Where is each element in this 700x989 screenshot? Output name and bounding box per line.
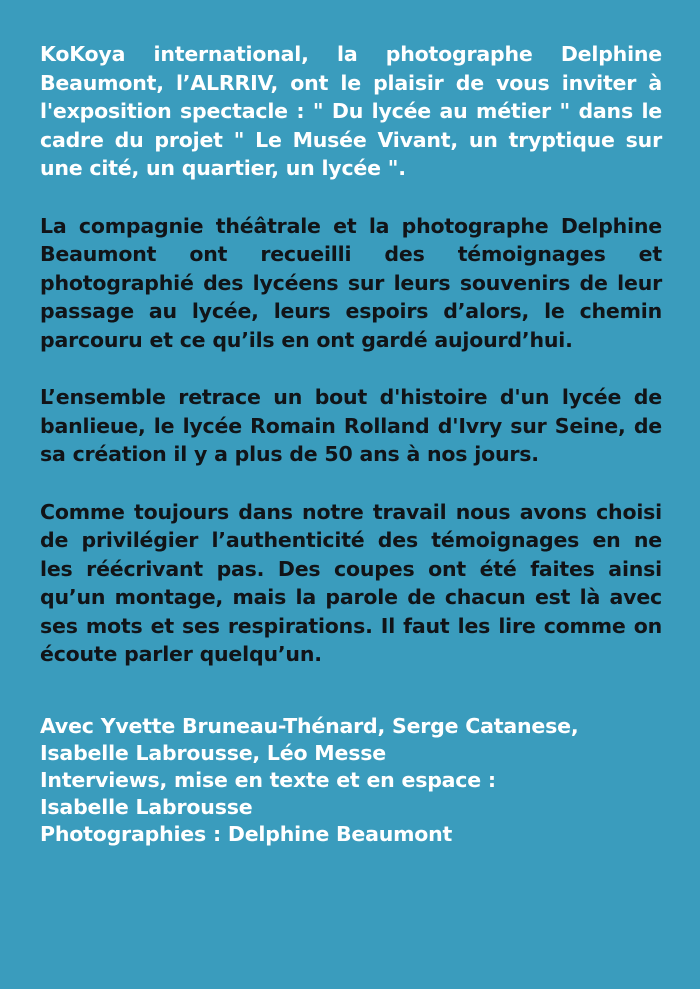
collection-paragraph: La compagnie théâtrale et la photographe Delphine Beaumont ont recueilli des témoignages et photographié des lycéens sur leurs souvenirs de leur passage au lycée, leurs espoirs d’alors, le chemin parcouru et ce qu’ils en ont gardé aujourd’hui.: [40, 213, 662, 352]
interviews-line-2: Isabelle Labrousse: [40, 794, 253, 819]
interviews-line-1: Interviews, mise en texte et en espace :: [40, 767, 496, 792]
cast-line-2: Isabelle Labrousse, Léo Messe: [40, 740, 386, 765]
credits-block: [40, 713, 662, 848]
photography-line: Photographies : Delphine Beaumont: [40, 821, 453, 846]
history-paragraph: L’ensemble retrace un bout d'histoire d'un lycée de banlieue, le lycée Romain Rolland d'Ivry sur Seine, de sa création il y a plus de 50 ans à nos jours.: [40, 385, 662, 466]
cast-line-1: Avec Yvette Bruneau-Thénard, Serge Catanese,: [40, 713, 579, 738]
authenticity-paragraph: Comme toujours dans notre travail nous avons choisi de privilégier l’authenticité des témoignages en ne les réécrivant pas. Des coupes ont été faites ainsi qu’un montage, mais la parole de chacun est là avec ses mots et ses respirations. Il faut les lire comme on écoute parler quelqu’un.: [40, 499, 662, 666]
intro-paragraph: KoKoya international, la photographe Delphine Beaumont, l’ALRRIV, ont le plaisir de vous inviter à l'exposition spectacle : " Du lycée au métier " dans le cadre du projet " Le Musée Vivant, un tryptique sur une cité, un quartier, un lycée ".: [40, 42, 662, 180]
